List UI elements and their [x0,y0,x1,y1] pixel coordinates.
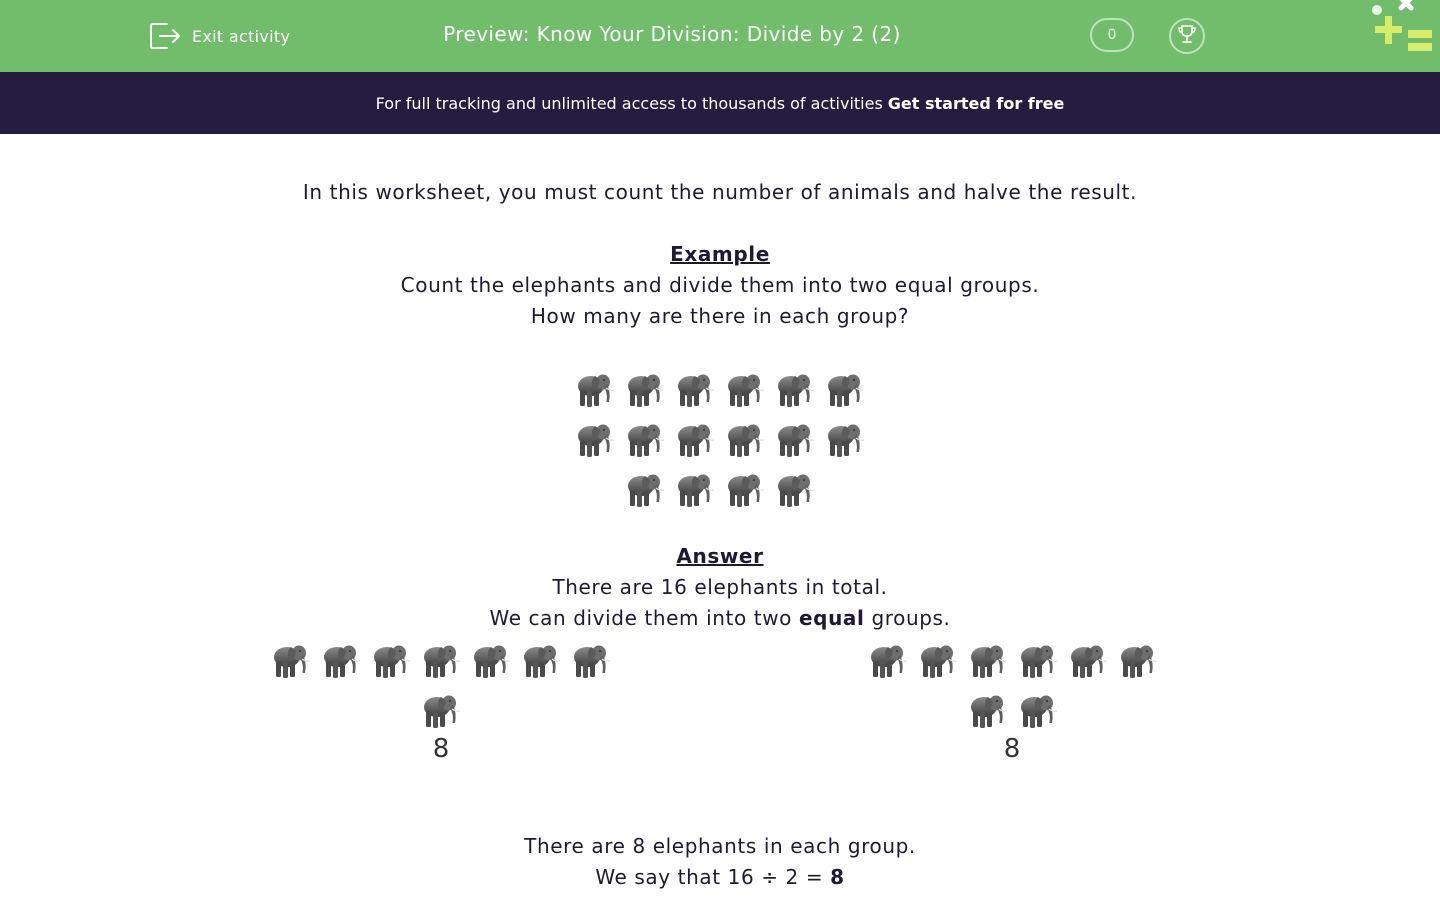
division-sentence [0,865,1440,889]
brand-logo [1368,0,1440,56]
equal-emphasis: equal [798,606,865,630]
trophy-icon [1176,23,1198,49]
elephant-icon [1016,687,1060,731]
exit-activity-label: Exit activity [192,26,291,46]
score-counter: 0 [1090,18,1134,52]
elephant-icon [623,366,667,410]
trophy-button[interactable] [1169,18,1205,54]
elephant-icon [623,416,667,460]
elephant-icon [966,637,1010,681]
elephant-icon [673,366,717,410]
elephant-icon [519,637,563,681]
elephant-icon [673,466,717,510]
banner-text: For full tracking and unlimited access to thousands of activities [375,93,883,113]
elephant-row [573,366,867,410]
elephant-icon [573,366,617,410]
elephant-icon [269,637,313,681]
elephant-row [573,416,867,460]
elephant-icon [419,687,463,731]
elephant-icon [966,687,1010,731]
elephant-icon [823,366,867,410]
elephant-icon [773,416,817,460]
elephant-row [966,687,1060,731]
right-elephant-group [863,637,1163,731]
elephant-icon [866,637,910,681]
get-started-link[interactable]: Get started for free [887,93,1065,113]
elephant-icon [623,466,667,510]
upgrade-banner [0,72,1440,134]
division-answer: 8 [830,865,845,889]
elephant-icon [1116,637,1160,681]
elephant-icon [723,366,767,410]
example-question: How many are there in each group? [530,304,910,328]
left-group-count: 8 [432,734,450,764]
elephant-row [269,637,613,681]
elephant-icon [419,637,463,681]
example-heading: Example [670,242,770,266]
answer-divide-text [0,606,1440,630]
elephant-icon [469,637,513,681]
top-bar [0,0,1440,72]
elephant-icon [569,637,613,681]
elephant-icon [1066,637,1110,681]
conclusion-text: There are 8 elephants in each group. [524,834,916,858]
answer-total-text: There are 16 elephants in total. [552,575,888,599]
elephant-icon [773,466,817,510]
left-elephant-group [266,637,616,731]
elephant-icon [773,366,817,410]
elephant-row [623,466,817,510]
elephant-icon [723,416,767,460]
elephant-icon [823,416,867,460]
activity-title: Preview: Know Your Division: Divide by 2 (2) [443,22,901,46]
answer-divide-text-start: We can divide them into two [489,606,793,630]
answer-divide-text-end: groups. [871,606,951,630]
elephant-icon [673,416,717,460]
right-group-count: 8 [1003,734,1021,764]
elephant-icon [916,637,960,681]
elephant-icon [1016,637,1060,681]
elephant-icon [369,637,413,681]
elephant-icon [723,466,767,510]
elephant-icon [573,416,617,460]
division-sentence-prefix: We say that 16 ÷ 2 = [595,865,824,889]
elephant-icon [319,637,363,681]
intro-text: In this worksheet, you must count the number of animals and halve the result. [302,180,1138,204]
elephant-row [866,637,1160,681]
example-instruction: Count the elephants and divide them into two equal groups. [400,273,1040,297]
answer-heading: Answer [676,544,764,568]
elephant-row [419,687,463,731]
example-elephant-group [570,366,870,510]
